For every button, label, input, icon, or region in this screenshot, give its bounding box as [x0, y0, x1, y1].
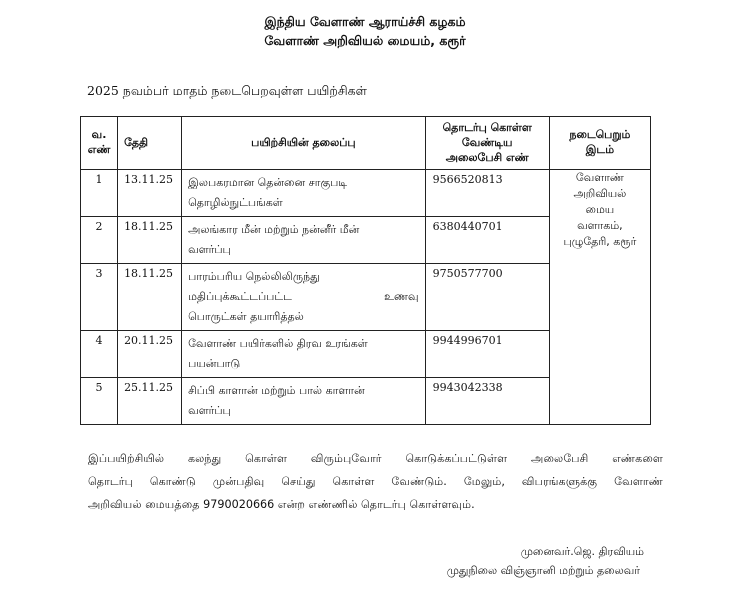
row-date: 18.11.25 [118, 217, 182, 264]
row-title: இலபகரமான தென்னை சாகுபடி தொழில்நுட்பங்கள் [182, 170, 425, 217]
header-serial-no: வ. எண் [81, 117, 118, 170]
signatory-designation: முதுநிலை விஞ்ஞானி மற்றும் தலைவர் [446, 564, 640, 577]
row-phone: 9944996701 [425, 331, 549, 378]
subtitle-text: நவம்பர் மாதம் நடைபெறவுள்ள பயிற்சிகள் [122, 83, 367, 98]
row-date: 25.11.25 [118, 378, 182, 425]
document-subtitle [87, 83, 367, 100]
note-line: தொடர்பு கொண்டு முன்பதிவு செய்து கொள்ள வேண்டும். மேலும், விபரங்களுக்கு வேளாண் [88, 475, 663, 488]
row-serial-no: 5 [81, 378, 118, 425]
header-date: தேதி [118, 117, 182, 170]
row-title: சிப்பி காளான் மற்றும் பால் காளான் வளர்ப்பு [182, 378, 425, 425]
training-schedule-table [80, 116, 651, 425]
note-line: அறிவியல் மையத்தை 9790020666 என்ற எண்ணில் தொடர்பு கொள்ளவும். [88, 498, 475, 511]
row-phone: 6380440701 [425, 217, 549, 264]
row-serial-no: 3 [81, 264, 118, 331]
row-serial-no: 2 [81, 217, 118, 264]
row-serial-no: 1 [81, 170, 118, 217]
row-serial-no: 4 [81, 331, 118, 378]
subtitle-year: 2025 [87, 83, 119, 98]
row-title: பாரம்பரிய நெல்லிலிருந்து மதிப்புக்கூட்டப்பட்ட உணவு பொருட்கள் தயாரித்தல் [182, 264, 425, 331]
note-line: இப்பயிற்சியில் கலந்து கொள்ள விரும்புவோர் கொடுக்கப்பட்டுள்ள அலைபேசி எண்களை [88, 452, 663, 465]
row-title: அலங்கார மீன் மற்றும் நன்னீர் மீன் வளர்ப்பு [182, 217, 425, 264]
table-header-row [81, 117, 651, 170]
center-name: வேளாண் அறிவியல் மையம், கரூர் [264, 33, 466, 48]
row-date: 18.11.25 [118, 264, 182, 331]
row-phone: 9750577700 [425, 264, 549, 331]
row-date: 13.11.25 [118, 170, 182, 217]
table-row [81, 170, 651, 217]
organization-name: இந்திய வேளாண் ஆராய்ச்சி கழகம் [264, 14, 466, 29]
row-phone: 9566520813 [425, 170, 549, 217]
header-phone: தொடர்பு கொள்ள வேண்டிய அலைபேசி எண் [425, 117, 549, 170]
row-phone: 9943042338 [425, 378, 549, 425]
venue-cell: வேளாண் அறிவியல் மைய வளாகம், புழுதேரி, கரூர் [549, 170, 650, 425]
registration-note [88, 447, 663, 516]
signatory-name: முனைவர்.ஜெ. திரவியம் [520, 545, 644, 558]
header-title: பயிற்சியின் தலைப்பு [182, 117, 425, 170]
header-place: நடைபெறும் இடம் [549, 117, 650, 170]
row-date: 20.11.25 [118, 331, 182, 378]
row-title: வேளாண் பயிர்களில் திரவ உரங்கள் பயன்பாடு [182, 331, 425, 378]
